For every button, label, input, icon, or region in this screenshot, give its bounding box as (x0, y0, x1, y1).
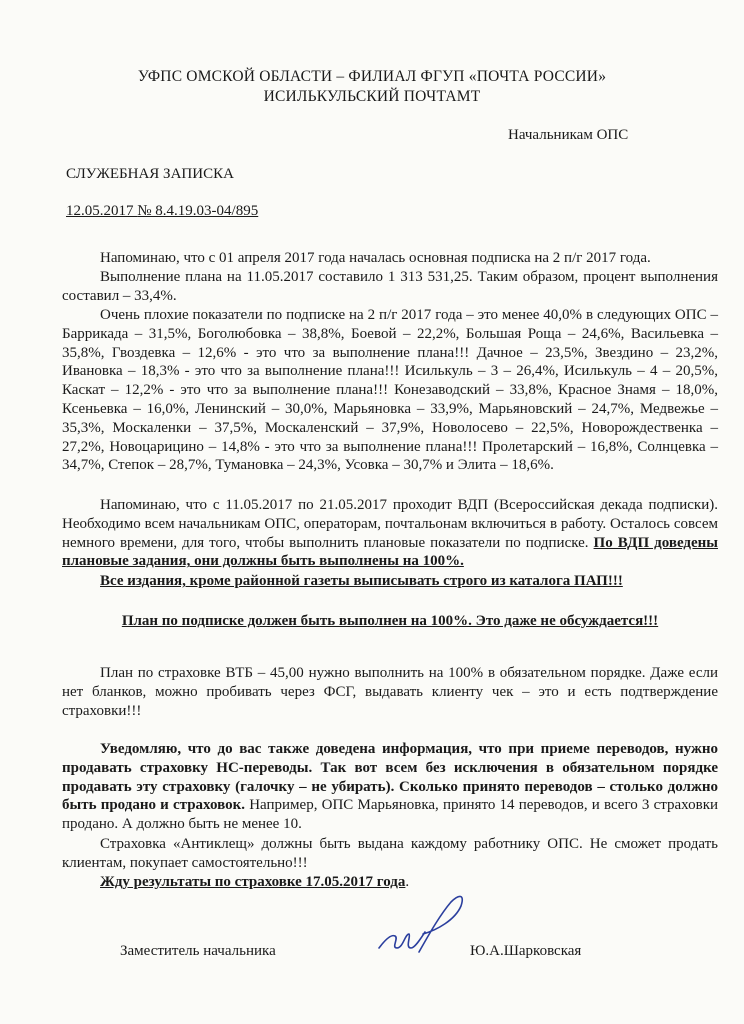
results-deadline-period: . (405, 874, 410, 890)
org-name-line2: ИСИЛЬКУЛЬСКИЙ ПОЧТАМТ (263, 88, 481, 105)
paragraph-ns-insurance (62, 740, 718, 834)
ns-insurance-example: Например, ОПС Марьяновка, принято 14 переводов, и всего 3 страховки продано. А должно быть не менее 10. (62, 797, 719, 833)
plan-100-notice: План по подписке должен быть выполнен на 100%. Это даже не обсуждается!!! (121, 613, 659, 629)
results-deadline-text: Жду результаты по страховке 17.05.2017 года (100, 874, 406, 890)
vdp-plan-notice: По ВДП доведены плановые задания, они должны быть выполнены на 100%. (62, 534, 718, 570)
memo-date-number (66, 202, 258, 221)
paragraph-poor-results: Очень плохие показатели по подписке на 2 п/г 2017 года – это менее 40,0% в следующих ОПС – Баррикада – 31,5%, Боголюбовка – 38,8%, Боевой – 22,2%, Большая Роща – 24,6%, Васильевка – 35,8%, Гвоздевка – 12,6% - это что за выполнение плана!!! Дачное – 23,5%, Звездино – 23,2%, Ивановка – 18,3% - это что за выполнение плана!!! Исилькуль – 3 – 26,4%, Исилькуль – 4 – 20,5%, Каскат – 12,2% - это что за выполнение плана!!! Конезаводский – 33,8%, Красное Знамя – 18,0%, Ксеньевка – 16,0%, Ленинский – 30,0%, Марьяновка – 33,9%, Марьяновский – 24,7%, Медвежье – 35,3%, Москаленки – 37,5%, Москаленский – 37,9%, Новолосево – 22,5%, Новорождественка – 27,2%, Новоцарицино – 14,8% - это что за выполнение плана!!! Пролетарский – 16,8%, Солнцевка – 34,7%, Степок – 28,7%, Тумановка – 24,3%, Усовка – 30,7% и Элита – 18,6%. (62, 307, 718, 474)
addressee: Начальникам ОПС (508, 127, 629, 143)
memo-number: № 8.4.19.03-04/895 (137, 203, 259, 219)
memo-date: 12.05.2017 (66, 203, 134, 219)
paragraph-plan-execution: Выполнение плана на 11.05.2017 составило 1 313 531,25. Таким образом, процент выполнения составил – 33,4%. (62, 269, 718, 304)
ns-insurance-bold: Уведомляю, что до вас также доведена информация, что при приеме переводов, нужно продавать страховку НС-переводы. Так вот всем без исключения в обязательном порядке продавать эту страховку (галочку – не убирать). Сколько принято переводов – столько должно быть продано и страховок. (62, 741, 718, 814)
handwritten-signature (375, 890, 475, 960)
signer-name: Ю.А.Шарковская (470, 943, 582, 959)
org-name-line1: УФПС ОМСКОЙ ОБЛАСТИ – ФИЛИАЛ ФГУП «ПОЧТА РОССИИ» (137, 68, 607, 85)
catalog-notice: Все издания, кроме районной газеты выписывать строго из каталога ПАП!!! (100, 573, 623, 589)
results-deadline (62, 873, 718, 892)
memo-title: СЛУЖЕБНАЯ ЗАПИСКА (66, 166, 234, 182)
paragraph-vtb-insurance: План по страховке ВТБ – 45,00 нужно выполнить на 100% в обязательном порядке. Даже если нет бланков, можно пробивать через ФСГ, выдавать клиенту чек – это и есть подтверждение страховки!!! (62, 665, 718, 719)
signer-position: Заместитель начальника (120, 943, 276, 959)
paragraph-subscription-start: Напоминаю, что с 01 апреля 2017 года началась основная подписка на 2 п/г 2017 года. (100, 250, 651, 266)
paragraph-antitick: Страховка «Антиклещ» должны быть выдана каждому работнику ОПС. Не сможет продать клиентам, покупает самостоятельно!!! (62, 836, 718, 871)
vdp-text: Напоминаю, что с 11.05.2017 по 21.05.2017 проходит ВДП (Всероссийская декада подписки). Необходимо всем начальникам ОПС, операторам, почтальонам включиться в работу. Осталось совсем немного времени, для того, чтобы выполнить плановые показатели по подписке. (62, 497, 718, 551)
paragraph-vdp (62, 496, 718, 571)
